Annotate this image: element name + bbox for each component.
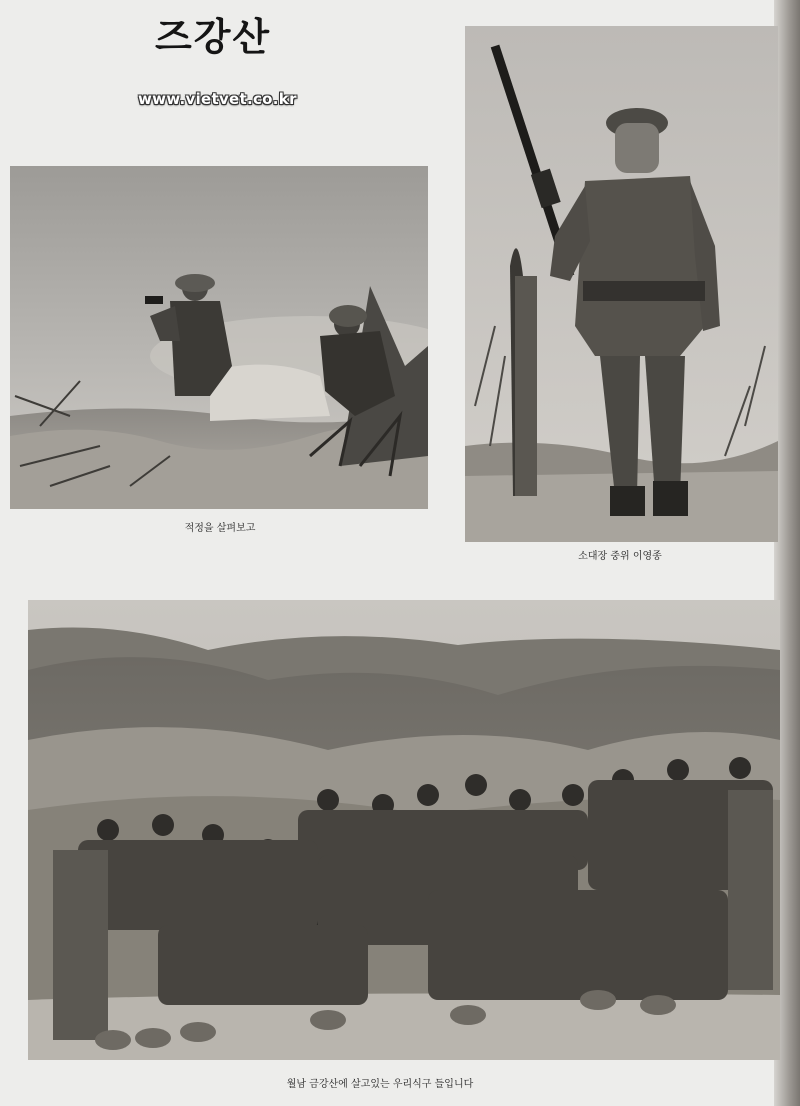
caption-observing: 적정을 살펴보고	[184, 523, 256, 534]
photo-observing-image	[10, 166, 428, 509]
caption-unit-group: 월남 금강산에 살고있는 우리식구 들입니다	[286, 1079, 474, 1090]
photo-group-image	[28, 600, 780, 1060]
page-title: 즈강산	[155, 14, 272, 59]
photo-platoon-leader	[465, 26, 778, 542]
site-watermark: www.vietvet.co.kr	[138, 90, 297, 108]
photo-portrait-image	[465, 26, 778, 542]
caption-platoon-leader: 소대장 중위 이영종	[578, 551, 662, 562]
photo-unit-group	[28, 600, 780, 1060]
photo-observing-soldiers	[10, 166, 428, 509]
